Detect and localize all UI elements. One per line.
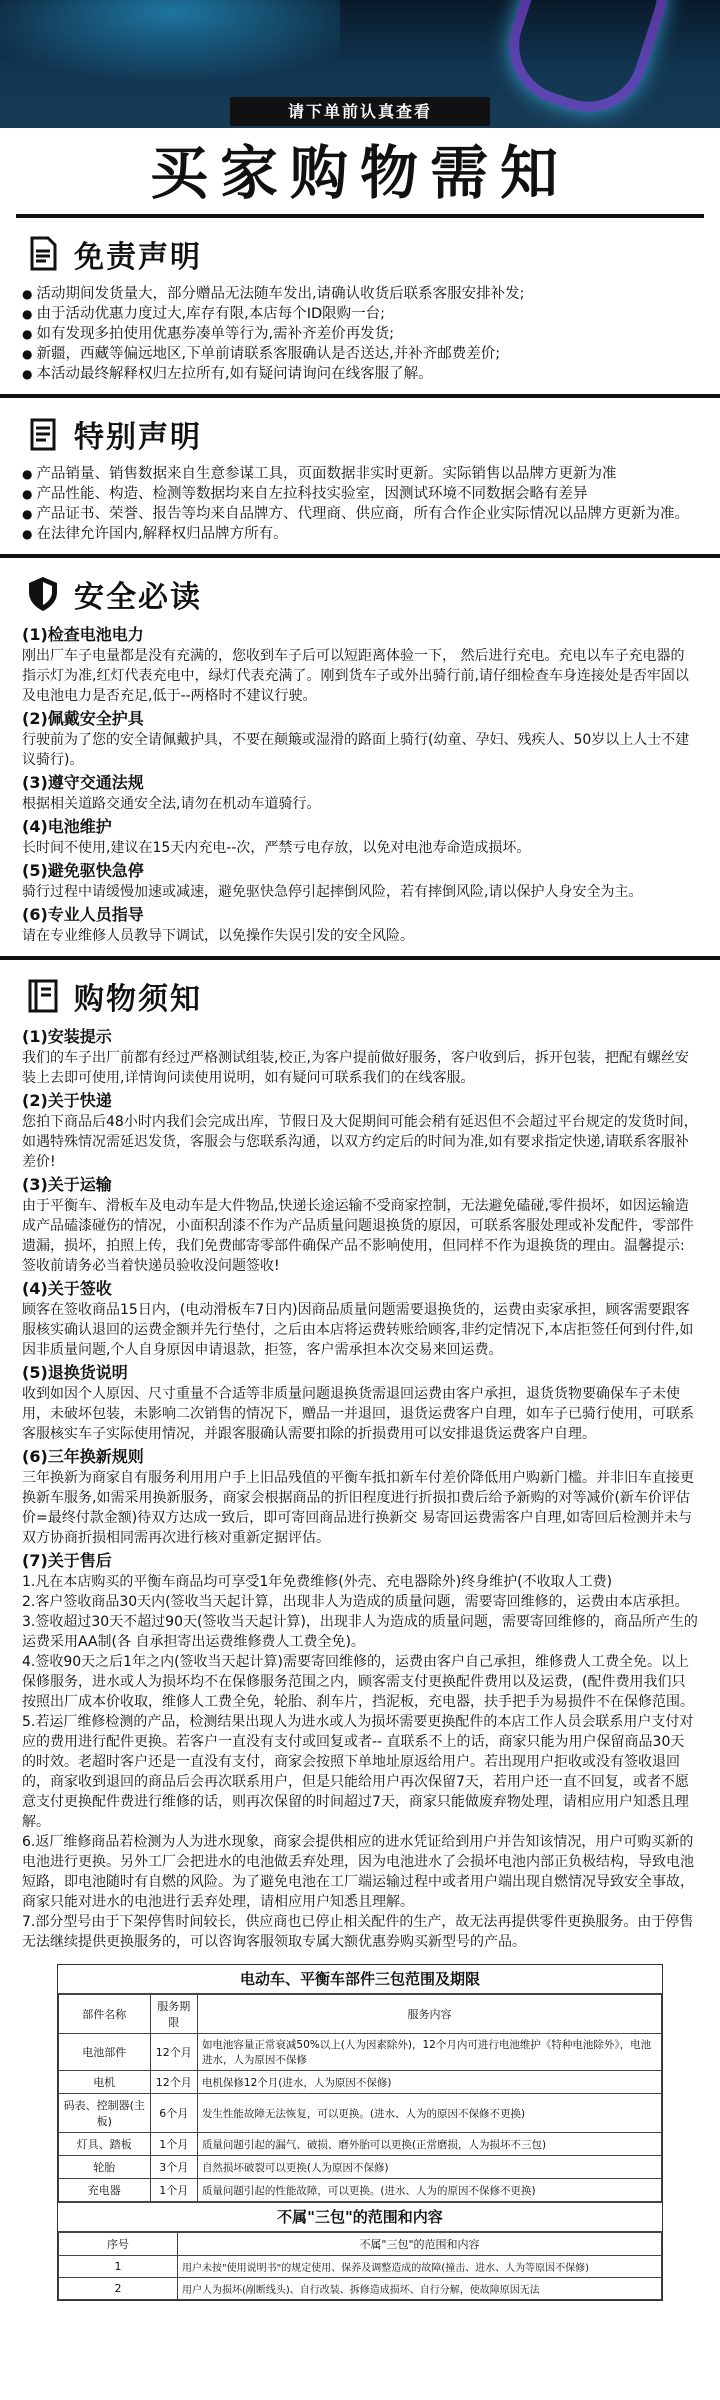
no-cell: 2 bbox=[59, 2278, 178, 2300]
safety-text: 刚出厂车子电量都是没有充满的，您收到车子后可以短距离体验一下， 然后进行充电。充电以车子充电器的指示灯为准,红灯代表充电中，绿灯代表充满了。刚到货车子或外出骑行前,请仔细检查车身连接处是否牢固以及电池电力是否充足,低于--两格时不建议行驶。 bbox=[22, 648, 689, 704]
top-badge: 请下单前认真查看 bbox=[230, 97, 490, 126]
table-row bbox=[59, 2179, 662, 2202]
table-row bbox=[59, 2071, 662, 2094]
disclaimer-header bbox=[22, 230, 698, 278]
shield-icon bbox=[22, 573, 64, 615]
list-document-icon bbox=[22, 413, 64, 455]
after-sales-item: 7.部分型号由于下架停售时间较长，供应商也已停止相关配件的生产，故无法再提供零件更换服务。由于停售无法继续提供更换服务的，可以咨询客服领取专属大额优惠券购买新型号的产品。 bbox=[22, 1914, 694, 1950]
safety-section bbox=[0, 558, 720, 960]
disclaimer-title: 免责声明 bbox=[74, 240, 202, 275]
disclaimer-item: ● 本活动最终解释权归左拉所有,如有疑问请询问在线客服了解。 bbox=[22, 364, 698, 384]
shopping-text: 您拍下商品后48小时内我们会完成出库，节假日及大促期间可能会稍有延迟但不会超过平台规定的发货时间，如遇特殊情况需延迟发货，客服会与您联系沟通，以双方约定后的时间为准,如有要求指定快递,请联系客服补差价! bbox=[22, 1114, 698, 1170]
safety-heading: (6)专业人员指导 bbox=[22, 905, 144, 924]
period-cell: 1个月 bbox=[150, 2179, 197, 2202]
special-title: 特别声明 bbox=[74, 420, 202, 455]
content-cell: 质量问题引起的漏气、破损、磨外胎可以更换(正常磨损，人为损坏不三包) bbox=[197, 2133, 661, 2156]
after-sales-item: 5.若运厂维修检测的产品，检测结果出现人为进水或人为损坏需要更换配件的本店工作人员会联系用户支付对应的费用进行配件更换。若客户一直没有支付或回复或者-- 直联系不上的话，商家只能为用户保留商品30天的时效。老超时客户还是一直没有支付，商家会按照下单地址原返给用户。若出现用户拒收或没有签收退回的，商家收到退回的商品后会再次联系用户，但是只能给用户再次保留7天，若用户还一直不回复，或者不愿意支付更换配件费进行维修的话，则再次保留的时间超过7天，商家只能做废弃物处理，请相应用户知悉且理解。 bbox=[22, 1714, 694, 1830]
content-cell: 电机保修12个月(进水，人为原因不保修) bbox=[197, 2071, 661, 2094]
excluded-header-content: 不属"三包"的范围和内容 bbox=[178, 2233, 662, 2256]
disclaimer-item: ● 活动期间发货量大，部分赠品无法随车发出,请确认收货后联系客服安排补发; bbox=[22, 284, 698, 304]
part-cell: 轮胎 bbox=[59, 2156, 151, 2179]
disclaimer-item: ● 新疆，西藏等偏远地区,下单前请联系客服确认是否送达,并补齐邮费差价; bbox=[22, 344, 698, 364]
warranty-header-part: 部件名称 bbox=[59, 1995, 151, 2034]
content-cell: 自然损坏破裂可以更换(人为原因不保修) bbox=[197, 2156, 661, 2179]
shopping-heading: (2)关于快递 bbox=[22, 1091, 112, 1110]
excluded-table-title: 不属"三包"的范围和内容 bbox=[58, 2202, 662, 2232]
safety-text: 根据相关道路交通安全法,请勿在机动车道骑行。 bbox=[22, 796, 321, 812]
safety-text: 行驶前为了您的安全请佩戴护具，不要在颠簸或湿滑的路面上骑行(幼童、孕妇、残疾人、50岁以上人士不建议骑行)。 bbox=[22, 732, 690, 768]
after-sales-item: 1.凡在本店购买的平衡车商品均可享受1年免费维修(外壳、充电器除外)终身维护(不收取人工费) bbox=[22, 1574, 613, 1590]
part-cell: 充电器 bbox=[59, 2179, 151, 2202]
table-row bbox=[59, 2094, 662, 2133]
disclaimer-section bbox=[0, 218, 720, 398]
period-cell: 12个月 bbox=[150, 2071, 197, 2094]
shopping-heading: (7)关于售后 bbox=[22, 1551, 112, 1570]
safety-heading: (3)遵守交通法规 bbox=[22, 773, 144, 792]
table-row bbox=[59, 2156, 662, 2179]
shopping-text: 三年换新为商家自有服务利用用户手上旧品残值的平衡车抵扣新车付差价降低用户购新门槛。并非旧车直接更换新车服务,如需采用换新服务，商家会根据商品的折旧程度进行折损扣费后给予新购的对等减价(新车价评估价=最终付款金额)待双方达成一致后，即可寄回商品进行换新交 易寄回运费需客户自理,如寄回后检测并未与双方协商折损相同需再次进行核对重新定据评估。 bbox=[22, 1470, 694, 1546]
safety-text: 请在专业维修人员教导下调试，以免操作失误引发的安全风险。 bbox=[22, 928, 414, 944]
disclaimer-list bbox=[22, 284, 698, 384]
part-cell: 码表、控制器(主板) bbox=[59, 2094, 151, 2133]
shopping-header bbox=[22, 972, 698, 1020]
after-sales-item: 6.返厂维修商品若检测为人为进水现象，商家会提供相应的进水凭证给到用户并告知该情况，用户可购买新的电池进行更换。另外工厂会把进水的电池做丢弃处理，因为电池进水了会损坏电池内部正负极结构，导致电池短路，即电池随时有自燃的风险。为了避免电池在工厂端运输过程中或者用户端出现自燃情况导致安全事故，商家只能对进水的电池进行丢弃处理，请相应用户知悉且理解。 bbox=[22, 1834, 694, 1910]
shopping-heading: (3)关于运输 bbox=[22, 1175, 112, 1194]
shopping-text: 收到如因个人原因、尺寸重量不合适等非质量问题退换货需退回运费由客户承担，退货货物要确保车子未使用，未破坏包装，未影响二次销售的情况下，赠品一并退回，退货运费客户自理，如车子已骑行使用，可联系客服核实车子实际使用情况，并跟客服确认需要扣除的折损费用可以安排退货运费客户自理。 bbox=[22, 1386, 694, 1442]
table-row bbox=[59, 2256, 662, 2278]
document-icon bbox=[22, 233, 64, 275]
special-section bbox=[0, 398, 720, 558]
after-sales-item: 3.签收超过30天不超过90天(签收当天起计算)，出现非人为造成的质量问题，需要寄回维修的，商品所产生的运费采用AA制(各 自承担寄出运费维修费人工费全免)。 bbox=[22, 1614, 698, 1650]
shopping-text: 顾客在签收商品15日内，(电动滑板车7日内)因商品质量问题需要退换货的，运费由卖家承担，顾客需要跟客服核实确认退回的运费金额并先行垫付，之后由本店将运费转账给顾客,非约定情况下,本店拒签任何到付件,如因非质量问题,个人自身原因申请退款，拒签，客户需承担本次交易来回运费。 bbox=[22, 1302, 694, 1358]
shopping-heading: (5)退换货说明 bbox=[22, 1363, 128, 1382]
shopping-heading: (4)关于签收 bbox=[22, 1279, 112, 1298]
warranty-header-content: 服务内容 bbox=[197, 1995, 661, 2034]
table-row bbox=[59, 2034, 662, 2071]
part-cell: 电机 bbox=[59, 2071, 151, 2094]
shopping-heading: (1)安装提示 bbox=[22, 1027, 112, 1046]
part-cell: 电池部件 bbox=[59, 2034, 151, 2071]
special-item: ● 产品性能、构造、检测等数据均来自左拉科技实验室，因测试环境不同数据会略有差异 bbox=[22, 484, 698, 504]
warranty-table bbox=[57, 1964, 663, 2301]
safety-heading: (5)避免驱快急停 bbox=[22, 861, 144, 880]
period-cell: 12个月 bbox=[150, 2034, 197, 2071]
safety-header bbox=[22, 570, 698, 618]
period-cell: 1个月 bbox=[150, 2133, 197, 2156]
headline: 买家购物需知 bbox=[149, 139, 570, 207]
table-row bbox=[59, 2278, 662, 2300]
excluded-header-no: 序号 bbox=[59, 2233, 178, 2256]
period-cell: 6个月 bbox=[150, 2094, 197, 2133]
special-item: ● 产品销量、销售数据来自生意参谋工具，页面数据非实时更新。实际销售以品牌方更新为准 bbox=[22, 464, 698, 484]
shopping-text: 我们的车子出厂前都有经过严格测试组装,校正,为客户提前做好服务，客户收到后，拆开包装，把配有螺丝安装上去即可使用,详情询问读使用说明，如有疑问可联系我们的在线客服。 bbox=[22, 1050, 689, 1086]
content-cell: 用户未按"使用说明书"的规定使用、保养及调整造成的故障(撞击、进水、人为等原因不保修) bbox=[178, 2256, 662, 2278]
period-cell: 3个月 bbox=[150, 2156, 197, 2179]
shopping-title: 购物须知 bbox=[74, 982, 202, 1017]
content-cell: 质量问题引起的性能故障，可以更换。(进水、人为的原因不保修不更换) bbox=[197, 2179, 661, 2202]
part-cell: 灯具、踏板 bbox=[59, 2133, 151, 2156]
content-cell: 如电池容量正常衰减50%以上(人为因素除外)，12个月内可进行电池维护《特种电池除外》，电池进水，人为原因不保修 bbox=[197, 2034, 661, 2071]
after-sales-item: 4.签收90天之后1年之内(签收当天起计算)需要寄回维修的，运费由客户自己承担，维修费人工费全免。以上保修服务，进水或人为损坏均不在保修服务范围之内，顾客需支付更换配件费用以及运费，(配件费用我们只按照出厂成本价收取，维修人工费全免，轮胎、刹车片，挡泥板，充电器，扶手把手为易损件不在保修范围。 bbox=[22, 1654, 694, 1710]
safety-heading: (2)佩戴安全护具 bbox=[22, 709, 144, 728]
content-cell: 发生性能故障无法恢复，可以更换。(进水、人为的原因不保修不更换) bbox=[197, 2094, 661, 2133]
shopping-section bbox=[0, 960, 720, 2311]
warranty-table-title: 电动车、平衡车部件三包范围及期限 bbox=[58, 1965, 662, 1994]
book-icon bbox=[22, 975, 64, 1017]
no-cell: 1 bbox=[59, 2256, 178, 2278]
table-row bbox=[59, 2133, 662, 2156]
safety-heading: (1)检查电池电力 bbox=[22, 625, 144, 644]
safety-text: 骑行过程中请缓慢加速或减速，避免驱快急停引起摔倒风险，若有摔倒风险,请以保护人身安全为主。 bbox=[22, 884, 643, 900]
special-header bbox=[22, 410, 698, 458]
excluded-table bbox=[58, 2232, 662, 2300]
warranty-header-period: 服务期限 bbox=[150, 1995, 197, 2034]
disclaimer-item: ● 由于活动优惠力度过大,库存有限,本店每个ID限购一台; bbox=[22, 304, 698, 324]
special-item: ● 产品证书、荣誉、报告等均来自品牌方、代理商、供应商，所有合作企业实际情况以品牌方更新为准。 bbox=[22, 504, 698, 524]
shopping-text: 由于平衡车、滑板车及电动车是大件物品,快递长途运输不受商家控制，无法避免磕碰,零件损坏，如因运输造成产品磕漆碰伤的情况，小面积刮漆不作为产品质量问题退换货的原因，可联系客服处理或补发配件，零部件遗漏，损坏，拍照上传，我们免费邮寄零部件确保产品不影响使用，但同样不作为退换货的理由。温馨提示:签收前请务必当着快递员验收没问题签收! bbox=[22, 1198, 694, 1274]
hero-banner bbox=[0, 0, 720, 128]
disclaimer-item: ● 如有发现多拍使用优惠券凑单等行为,需补齐差价再发货; bbox=[22, 324, 698, 344]
safety-title: 安全必读 bbox=[74, 580, 202, 615]
shopping-heading: (6)三年换新规则 bbox=[22, 1447, 144, 1466]
special-item: ● 在法律允许国内,解释权归品牌方所有。 bbox=[22, 524, 698, 544]
content-cell: 用户人为损坏(剐断线头)、自行改装、拆修造成损坏、自行分解，使故障原因无法 bbox=[178, 2278, 662, 2300]
safety-text: 长时间不使用,建议在15天内充电--次，严禁亏电存放，以免对电池寿命造成损坏。 bbox=[22, 840, 531, 856]
safety-heading: (4)电池维护 bbox=[22, 817, 112, 836]
after-sales-item: 2.客户签收商品30天内(签收当天起计算，出现非人为造成的质量问题，需要寄回维修的，运费由本店承担。 bbox=[22, 1594, 689, 1610]
